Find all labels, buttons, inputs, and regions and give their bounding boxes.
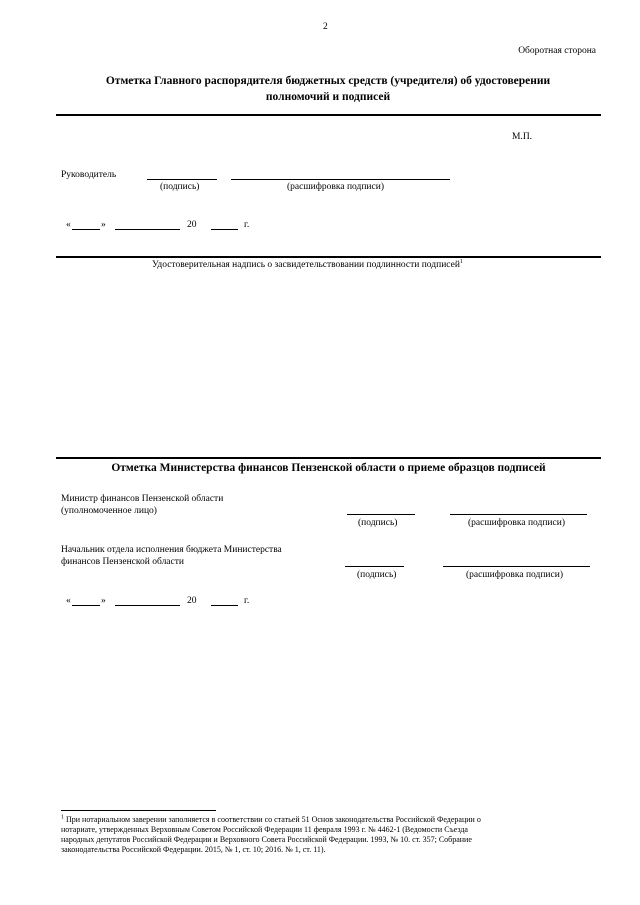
minister-label-line1: Министр финансов Пензенской области bbox=[61, 494, 224, 504]
minister-label-line2: (уполномоченное лицо) bbox=[61, 506, 157, 516]
section2-title: Отметка Министерства финансов Пензенской области о приеме образцов подписей bbox=[111, 462, 546, 474]
section1-divider bbox=[56, 114, 601, 116]
footnote-line3: народных депутатов Российской Федерации и Верховного Совета Российской Федерации. 1993, № 10. ст. 357; Собрание bbox=[61, 835, 472, 844]
minister-signature-line bbox=[347, 514, 415, 515]
certification-label: Удостоверительная надпись о засвидетельствовании подлинности подписей bbox=[152, 260, 460, 270]
footnote-number: 1 bbox=[61, 814, 64, 821]
section2-divider bbox=[56, 457, 601, 459]
date2-year-line bbox=[211, 605, 238, 606]
date2-year-prefix: 20 bbox=[187, 596, 197, 606]
head-label: Руководитель bbox=[61, 170, 117, 180]
date1-year-prefix: 20 bbox=[187, 220, 197, 230]
dept-head-signature-line bbox=[345, 566, 404, 567]
section1-title-line2: полномочий и подписей bbox=[265, 90, 391, 103]
date2-close-quote: » bbox=[101, 596, 106, 606]
date1-month-line bbox=[115, 229, 180, 230]
footnote-line4: законодательства Российской Федерации. 2015, № 1, ст. 10; 2016. № 1, ст. 11). bbox=[61, 845, 326, 854]
date1-year-suffix: г. bbox=[244, 220, 250, 230]
head-signature-caption: (подпись) bbox=[160, 182, 200, 192]
minister-signature-caption: (подпись) bbox=[358, 518, 398, 528]
date1-year-line bbox=[211, 229, 238, 230]
section1-title bbox=[58, 74, 598, 105]
date2-day-line bbox=[72, 605, 100, 606]
date2-open-quote: « bbox=[66, 596, 71, 606]
footnote-line1-text: При нотариальном заверении заполняется в соответствии со статьей 51 Основ законодательства Российской Федерации о bbox=[66, 815, 481, 824]
dept-head-transcript-line bbox=[443, 566, 590, 567]
seal-place-label: М.П. bbox=[512, 132, 533, 142]
certification-footnote-ref: 1 bbox=[459, 258, 463, 265]
footnote bbox=[61, 815, 601, 855]
date1-day-line bbox=[72, 229, 100, 230]
dept-head-transcript-caption: (расшифровка подписи) bbox=[466, 570, 563, 580]
dept-head-label-line2: финансов Пензенской области bbox=[61, 557, 184, 567]
date1-close-quote: » bbox=[101, 220, 106, 230]
footnote-line1 bbox=[61, 815, 601, 825]
head-signature-line bbox=[147, 179, 217, 180]
certification-text bbox=[152, 260, 463, 271]
footnote-separator bbox=[61, 810, 216, 811]
date2-month-line bbox=[115, 605, 180, 606]
minister-transcript-line bbox=[450, 514, 587, 515]
footnote-line2: нотариате, утвержденных Верховным Советом Российской Федерации 11 февраля 1993 г. № 4462-1 (Ведомости Съезда bbox=[61, 825, 468, 834]
minister-transcript-caption: (расшифровка подписи) bbox=[468, 518, 565, 528]
page-number: 2 bbox=[323, 22, 328, 32]
section1-title-line1: Отметка Главного распорядителя бюджетных средств (учредителя) об удостоверении bbox=[105, 75, 551, 87]
date2-year-suffix: г. bbox=[244, 596, 250, 606]
certification-divider bbox=[56, 256, 601, 258]
head-transcript-caption: (расшифровка подписи) bbox=[287, 182, 384, 192]
date1-open-quote: « bbox=[66, 220, 71, 230]
head-transcript-line bbox=[231, 179, 450, 180]
dept-head-signature-caption: (подпись) bbox=[357, 570, 397, 580]
reverse-side-label: Оборотная сторона bbox=[518, 46, 596, 56]
dept-head-label-line1: Начальник отдела исполнения бюджета Министерства bbox=[61, 545, 282, 555]
